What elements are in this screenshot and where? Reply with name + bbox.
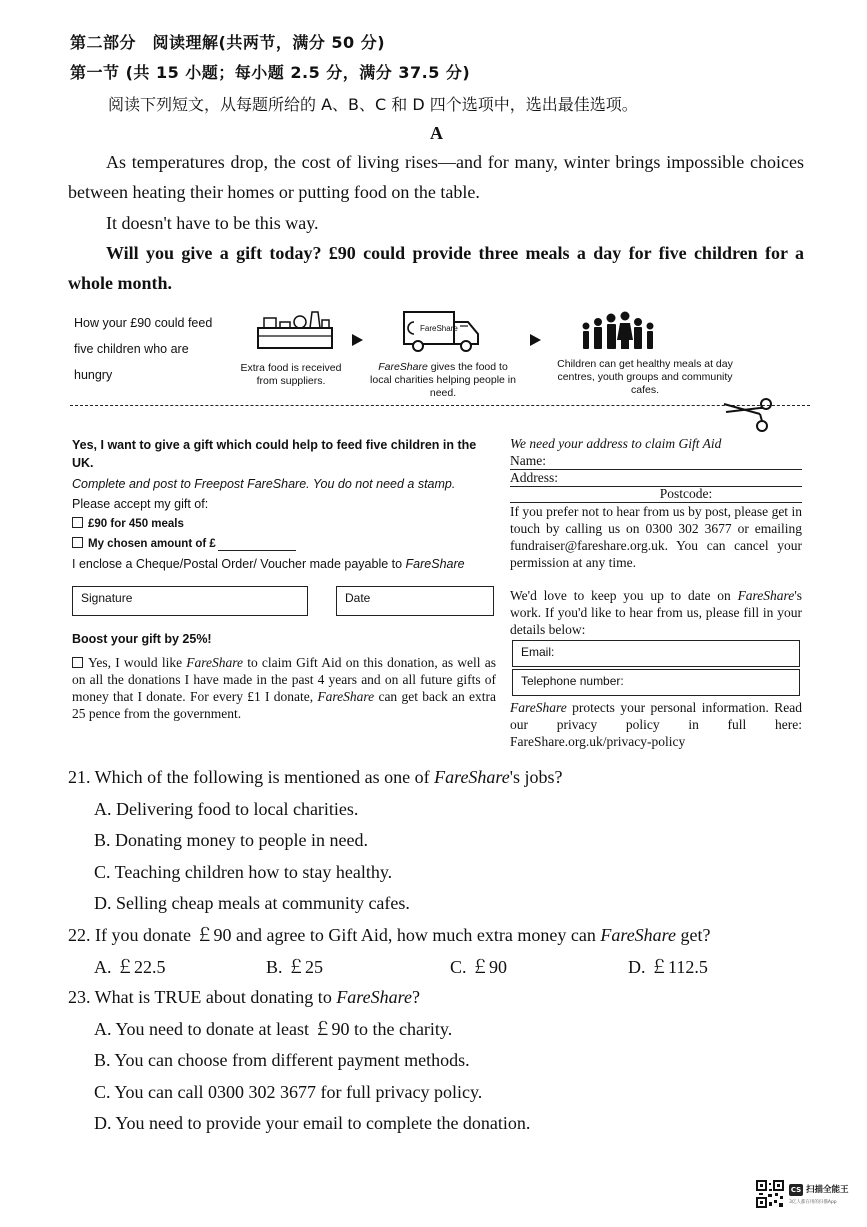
passage-paragraph-3: Will you give a gift today? £90 could provide three meals a day for five children for a whole month.	[68, 243, 804, 293]
q21-stem-suffix: 's jobs?	[509, 767, 563, 787]
q22-options-row	[68, 952, 828, 983]
q22-option-d[interactable]: D. ￡112.5	[628, 956, 708, 977]
boost-text-2: to claim Gift Aid on this donation, as well as on all the donations I have made in the past 4 years and on all future gifts of money that I donate. For every £1 I donate,	[72, 655, 496, 704]
telephone-field[interactable]	[512, 669, 800, 696]
question-22-stem	[68, 920, 828, 952]
cut-line	[70, 405, 810, 406]
address-note: We need your address to claim Gift Aid	[510, 436, 722, 451]
privacy-brand: FareShare	[510, 700, 567, 715]
q22-stem-suffix: get?	[676, 925, 711, 945]
q21-option-b[interactable]: B. Donating money to people in need.	[94, 830, 368, 850]
update-prefix: We'd love to keep you up to date on	[510, 588, 738, 603]
name-field[interactable]	[510, 452, 802, 470]
boost-text-3: can get back an extra 25 pence from the government.	[72, 689, 496, 721]
form-heading: Yes, I want to give a gift which could help to feed five children in the UK.	[72, 438, 477, 470]
scissors-icon	[722, 394, 778, 436]
question-21-stem	[68, 762, 828, 794]
option-90-label: £90 for 450 meals	[88, 518, 184, 530]
q21-option-a[interactable]: A. Delivering food to local charities.	[94, 798, 359, 819]
q21-stem-prefix: 21. Which of the following is mentioned as one of	[68, 767, 435, 787]
question-22	[68, 920, 828, 983]
postcode-label: Postcode:	[659, 486, 713, 501]
passage-paragraph-1: As temperatures drop, the cost of living rises—and for many, winter brings impossible choices between heating their homes or putting food on the table.	[68, 152, 804, 202]
contact-note: If you prefer not to hear from us by post, please get in touch by calling us on 0300 302 3677 or emailing fundraiser@fareshare.org.uk. You can cancel your permission at any time.	[510, 504, 802, 570]
flow-step-2	[366, 361, 520, 400]
section-title: 第一节 (共 15 小题；每小题 2.5 分，满分 37.5 分)	[70, 63, 471, 82]
option-90-checkbox[interactable]	[72, 517, 83, 528]
signature-label: Signature	[81, 591, 133, 605]
enclose-note	[72, 555, 502, 573]
boost-heading: Boost your gift by 25%!	[72, 632, 212, 646]
postcode-field[interactable]	[510, 485, 802, 503]
date-field[interactable]	[336, 586, 494, 616]
q22-option-c[interactable]: C. ￡90	[450, 956, 508, 977]
scanner-sublabel: 3亿人都在用的扫描App	[789, 1200, 837, 1205]
flow-step-3: Children can get healthy meals at day centres, youth groups and community cafes.	[557, 358, 733, 396]
boost-text	[72, 654, 496, 722]
truck-label: FareShare	[420, 324, 458, 333]
option-90[interactable]	[72, 515, 184, 533]
q21-brand: FareShare	[434, 767, 510, 787]
option-custom[interactable]	[72, 535, 216, 553]
boost-text-1: Yes, I would like	[88, 655, 187, 670]
q22-option-b[interactable]: B. ￡25	[266, 956, 324, 977]
instruction: 阅读下列短文，从每题所给的 A、B、C 和 D 四个选项中，选出最佳选项。	[108, 95, 638, 114]
privacy-text: protects your personal information. Read our privacy policy in full here: FareShare.org.uk/privacy-policy	[510, 700, 802, 749]
option-custom-checkbox[interactable]	[72, 537, 83, 548]
update-note	[510, 587, 802, 638]
passage-letter: A	[430, 123, 443, 143]
arrow-right-icon	[350, 333, 364, 347]
flow-intro: How your £90 could feed five children who are hungry	[74, 316, 213, 382]
custom-amount-field[interactable]	[218, 550, 296, 551]
q21-option-d[interactable]: D. Selling cheap meals at community cafes.	[94, 893, 410, 913]
q23-option-b[interactable]: B. You can choose from different payment methods.	[94, 1050, 470, 1070]
name-label: Name:	[510, 453, 546, 468]
children-group-icon	[578, 308, 658, 354]
enclose-text: I enclose a Cheque/Postal Order/ Voucher made payable to	[72, 557, 406, 571]
scanner-watermark	[756, 1178, 856, 1218]
boost-brand: FareShare	[186, 655, 244, 670]
q23-brand: FareShare	[336, 987, 412, 1007]
q23-option-d[interactable]: D. You need to provide your email to complete the donation.	[94, 1113, 531, 1133]
update-suffix: 's work. If you'd like to hear from us, please fill in your details below:	[510, 588, 802, 637]
passage-paragraph-2: It doesn't have to be this way.	[106, 213, 319, 233]
flow-step-2-text: gives the food to local charities helping people in need.	[370, 361, 516, 399]
email-label: Email:	[521, 645, 555, 659]
q22-option-a[interactable]: A. ￡22.5	[94, 956, 166, 977]
q22-stem-prefix: 22. If you donate ￡90 and agree to Gift Aid, how much extra money can	[68, 925, 601, 945]
signature-field[interactable]	[72, 586, 308, 616]
accept-label: Please accept my gift of:	[72, 497, 209, 511]
post-note: Complete and post to Freepost FareShare. You do not need a stamp.	[72, 477, 456, 491]
enclose-brand: FareShare	[405, 557, 465, 571]
q21-option-c[interactable]: C. Teaching children how to stay healthy.	[94, 861, 393, 882]
update-brand: FareShare	[737, 588, 795, 603]
flow-step-1: Extra food is received from suppliers.	[240, 362, 342, 387]
telephone-label: Telephone number:	[521, 674, 624, 688]
food-crate-icon	[250, 306, 340, 356]
boost-brand-2: FareShare	[317, 689, 375, 704]
gift-aid-checkbox[interactable]	[72, 657, 83, 668]
q23-stem-suffix: ?	[411, 987, 420, 1007]
address-label: Address:	[510, 470, 558, 485]
scanner-label: 扫描全能王	[806, 1185, 849, 1195]
qr-code-icon	[756, 1180, 784, 1208]
q23-option-c[interactable]: C. You can call 0300 302 3677 for full privacy policy.	[94, 1081, 483, 1102]
part-title: 第二部分 阅读理解(共两节，满分 50 分)	[70, 33, 386, 52]
question-21	[68, 762, 828, 920]
delivery-truck-icon	[400, 306, 482, 356]
question-23	[68, 982, 828, 1140]
arrow-right-icon	[528, 333, 542, 347]
email-field[interactable]	[512, 640, 800, 667]
q22-brand: FareShare	[600, 925, 677, 945]
date-label: Date	[345, 591, 371, 605]
flow-step-2-brand: FareShare	[378, 361, 428, 373]
option-custom-label: My chosen amount of £	[88, 538, 216, 550]
question-23-stem	[68, 982, 828, 1014]
q23-option-a[interactable]: A. You need to donate at least ￡90 to the charity.	[94, 1018, 453, 1039]
scanner-logo-icon: CS	[790, 1186, 802, 1194]
q23-stem-prefix: 23. What is TRUE about donating to	[68, 987, 337, 1007]
privacy-note	[510, 699, 802, 750]
